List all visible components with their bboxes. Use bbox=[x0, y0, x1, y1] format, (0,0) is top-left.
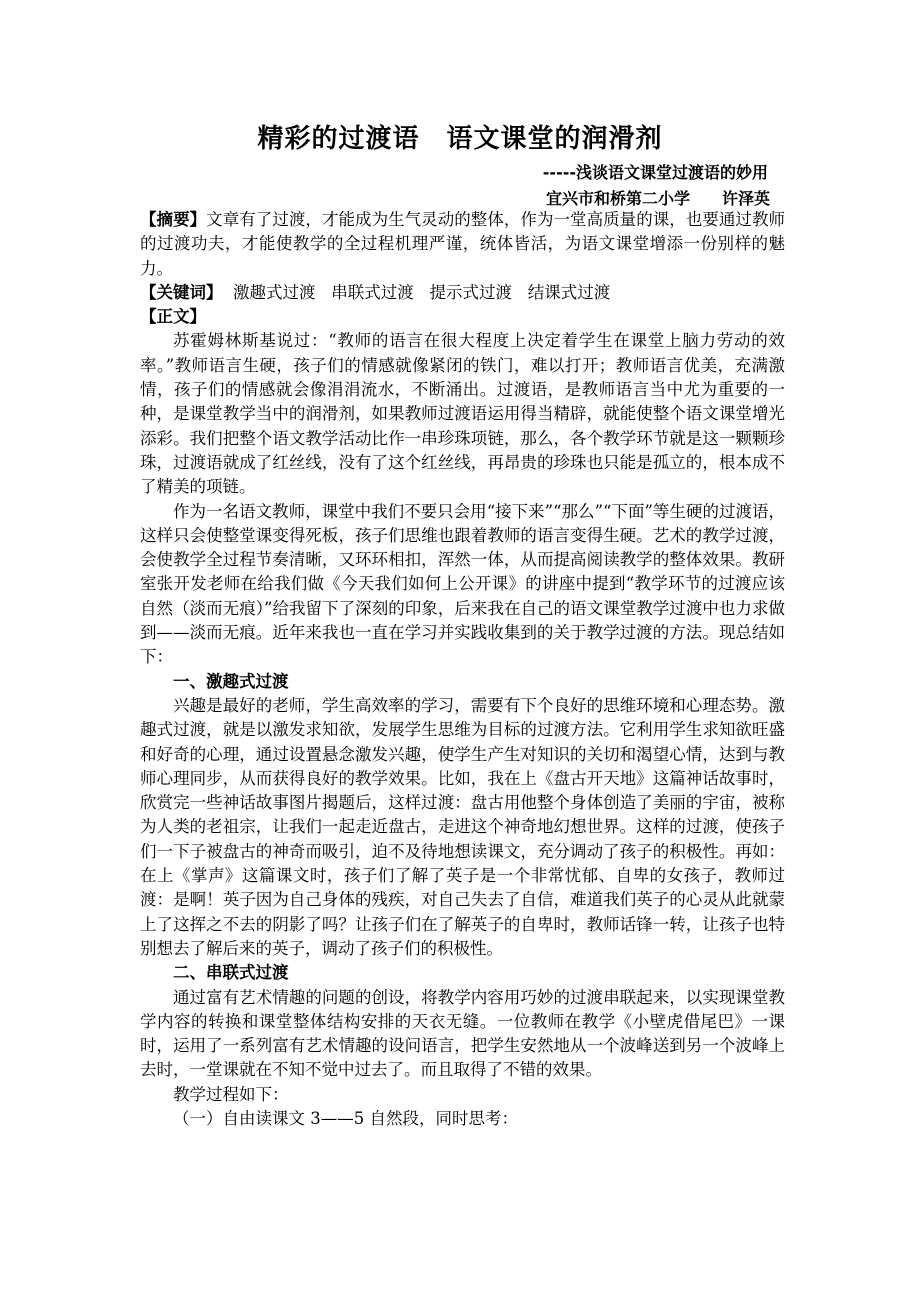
keywords-label: 【关键词】 bbox=[140, 282, 223, 302]
abstract-paragraph bbox=[140, 208, 785, 281]
paragraph: 作为一名语文教师，课堂中我们不要只会用“接下来”“那么”“下面”等生硬的过渡语，这样只会使整堂课变得死板，孩子们思维也跟着教师的语言变得生硬。艺术的教学过渡，会使教学全过程节奏清晰，又环环相扣，浑然一体，从而提高阅读教学的整体效果。教研室张开发老师在给我们做《今天我们如何上公开课》的讲座中提到“教学环节的过渡应该自然（淡而无痕）”给我留下了深刻的印象，后来我在自己的语文课堂教学过渡中也力求做到——淡而无痕。近年来我也一直在学习并实践收集到的关于教学过渡的方法。现总结如下： bbox=[140, 501, 785, 667]
keywords-text: 激趣式过渡 串联式过渡 提示式过渡 结课式过渡 bbox=[222, 282, 611, 302]
document-body bbox=[140, 208, 785, 1131]
section-heading-1: 一、激趣式过渡 bbox=[173, 671, 289, 691]
document-title: 精彩的过渡语 语文课堂的润滑剂 bbox=[257, 124, 663, 154]
paragraph: （一）自由读课文 3——5 自然段，同时思考： bbox=[173, 1108, 518, 1128]
document-subtitle: -----浅谈语文课堂过渡语的妙用 bbox=[542, 163, 768, 182]
paragraph: 通过富有艺术情趣的问题的创设，将教学内容用巧妙的过渡串联起来，以实现课堂教学内容的转换和课堂整体结构安排的天衣无缝。一位教师在教学《小壁虎借尾巴》一课时，运用了一系列富有艺术情趣的设问语言，把学生安然地从一个波峰送到另一个波峰上去时，一堂课就在不知不觉中过去了。而且取得了不错的效果。 bbox=[140, 987, 785, 1080]
keywords-paragraph bbox=[140, 281, 785, 305]
paragraph: 苏霍姆林斯基说过：“教师的语言在很大程度上决定着学生在课堂上脑力劳动的效率。”教师语言生硬，孩子们的情感就像紧闭的铁门，难以打开；教师语言优美，充满激情，孩子们的情感就会像涓涓流水，不断涌出。过渡语，是教师语言当中尤为重要的一种，是课堂教学当中的润滑剂，如果教师过渡语运用得当精辟，就能使整个语文课堂增光添彩。我们把整个语文教学活动比作一串珍珠项链，那么，各个教学环节就是这一颗颗珍珠，过渡语就成了红丝线，没有了这个红丝线，再昂贵的珍珠也只能是孤立的，根本成不了精美的项链。 bbox=[140, 331, 785, 497]
abstract-text: 文章有了过渡，才能成为生气灵动的整体，作为一堂高质量的课，也要通过教师的过渡功夫，才能使教学的全过程机理严谨，统体皆活，为语文课堂增添一份别样的魅力。 bbox=[140, 210, 786, 278]
section-heading-2: 二、串联式过渡 bbox=[173, 963, 289, 983]
body-label: 【正文】 bbox=[140, 307, 206, 327]
author-line: 宜兴市和桥第二小学 许泽英 bbox=[545, 189, 770, 208]
paragraph: 兴趣是最好的老师，学生高效率的学习，需要有下个良好的思维环境和心理态势。激趣式过渡，就是以激发求知欲，发展学生思维为目标的过渡方法。它利用学生求知欲旺盛和好奇的心理，通过设置悬念激发兴趣，使学生产生对知识的关切和渴望心情，达到与教师心理同步，从而获得良好的教学效果。比如，我在上《盘古开天地》这篇神话故事时，欣赏完一些神话故事图片揭题后，这样过渡：盘古用他整个身体创造了美丽的宇宙，被称为人类的老祖宗，让我们一起走近盘古，走进这个神奇地幻想世界。这样的过渡，使孩子们一下子被盘古的神奇而吸引，迫不及待地想读课文，充分调动了孩子的积极性。再如：在上《掌声》这篇课文时，孩子们了解了英子是一个非常忧郁、自卑的女孩子，教师过渡：是啊！英子因为自己身体的残疾，对自己失去了自信，难道我们英子的心灵从此就蒙上了这挥之不去的阴影了吗？让孩子们在了解英子的自卑时，教师话锋一转，让孩子也特别想去了解后来的英子，调动了孩子们的积极性。 bbox=[140, 695, 785, 958]
abstract-label: 【摘要】 bbox=[140, 210, 207, 229]
paragraph: 教学过程如下： bbox=[173, 1084, 289, 1104]
